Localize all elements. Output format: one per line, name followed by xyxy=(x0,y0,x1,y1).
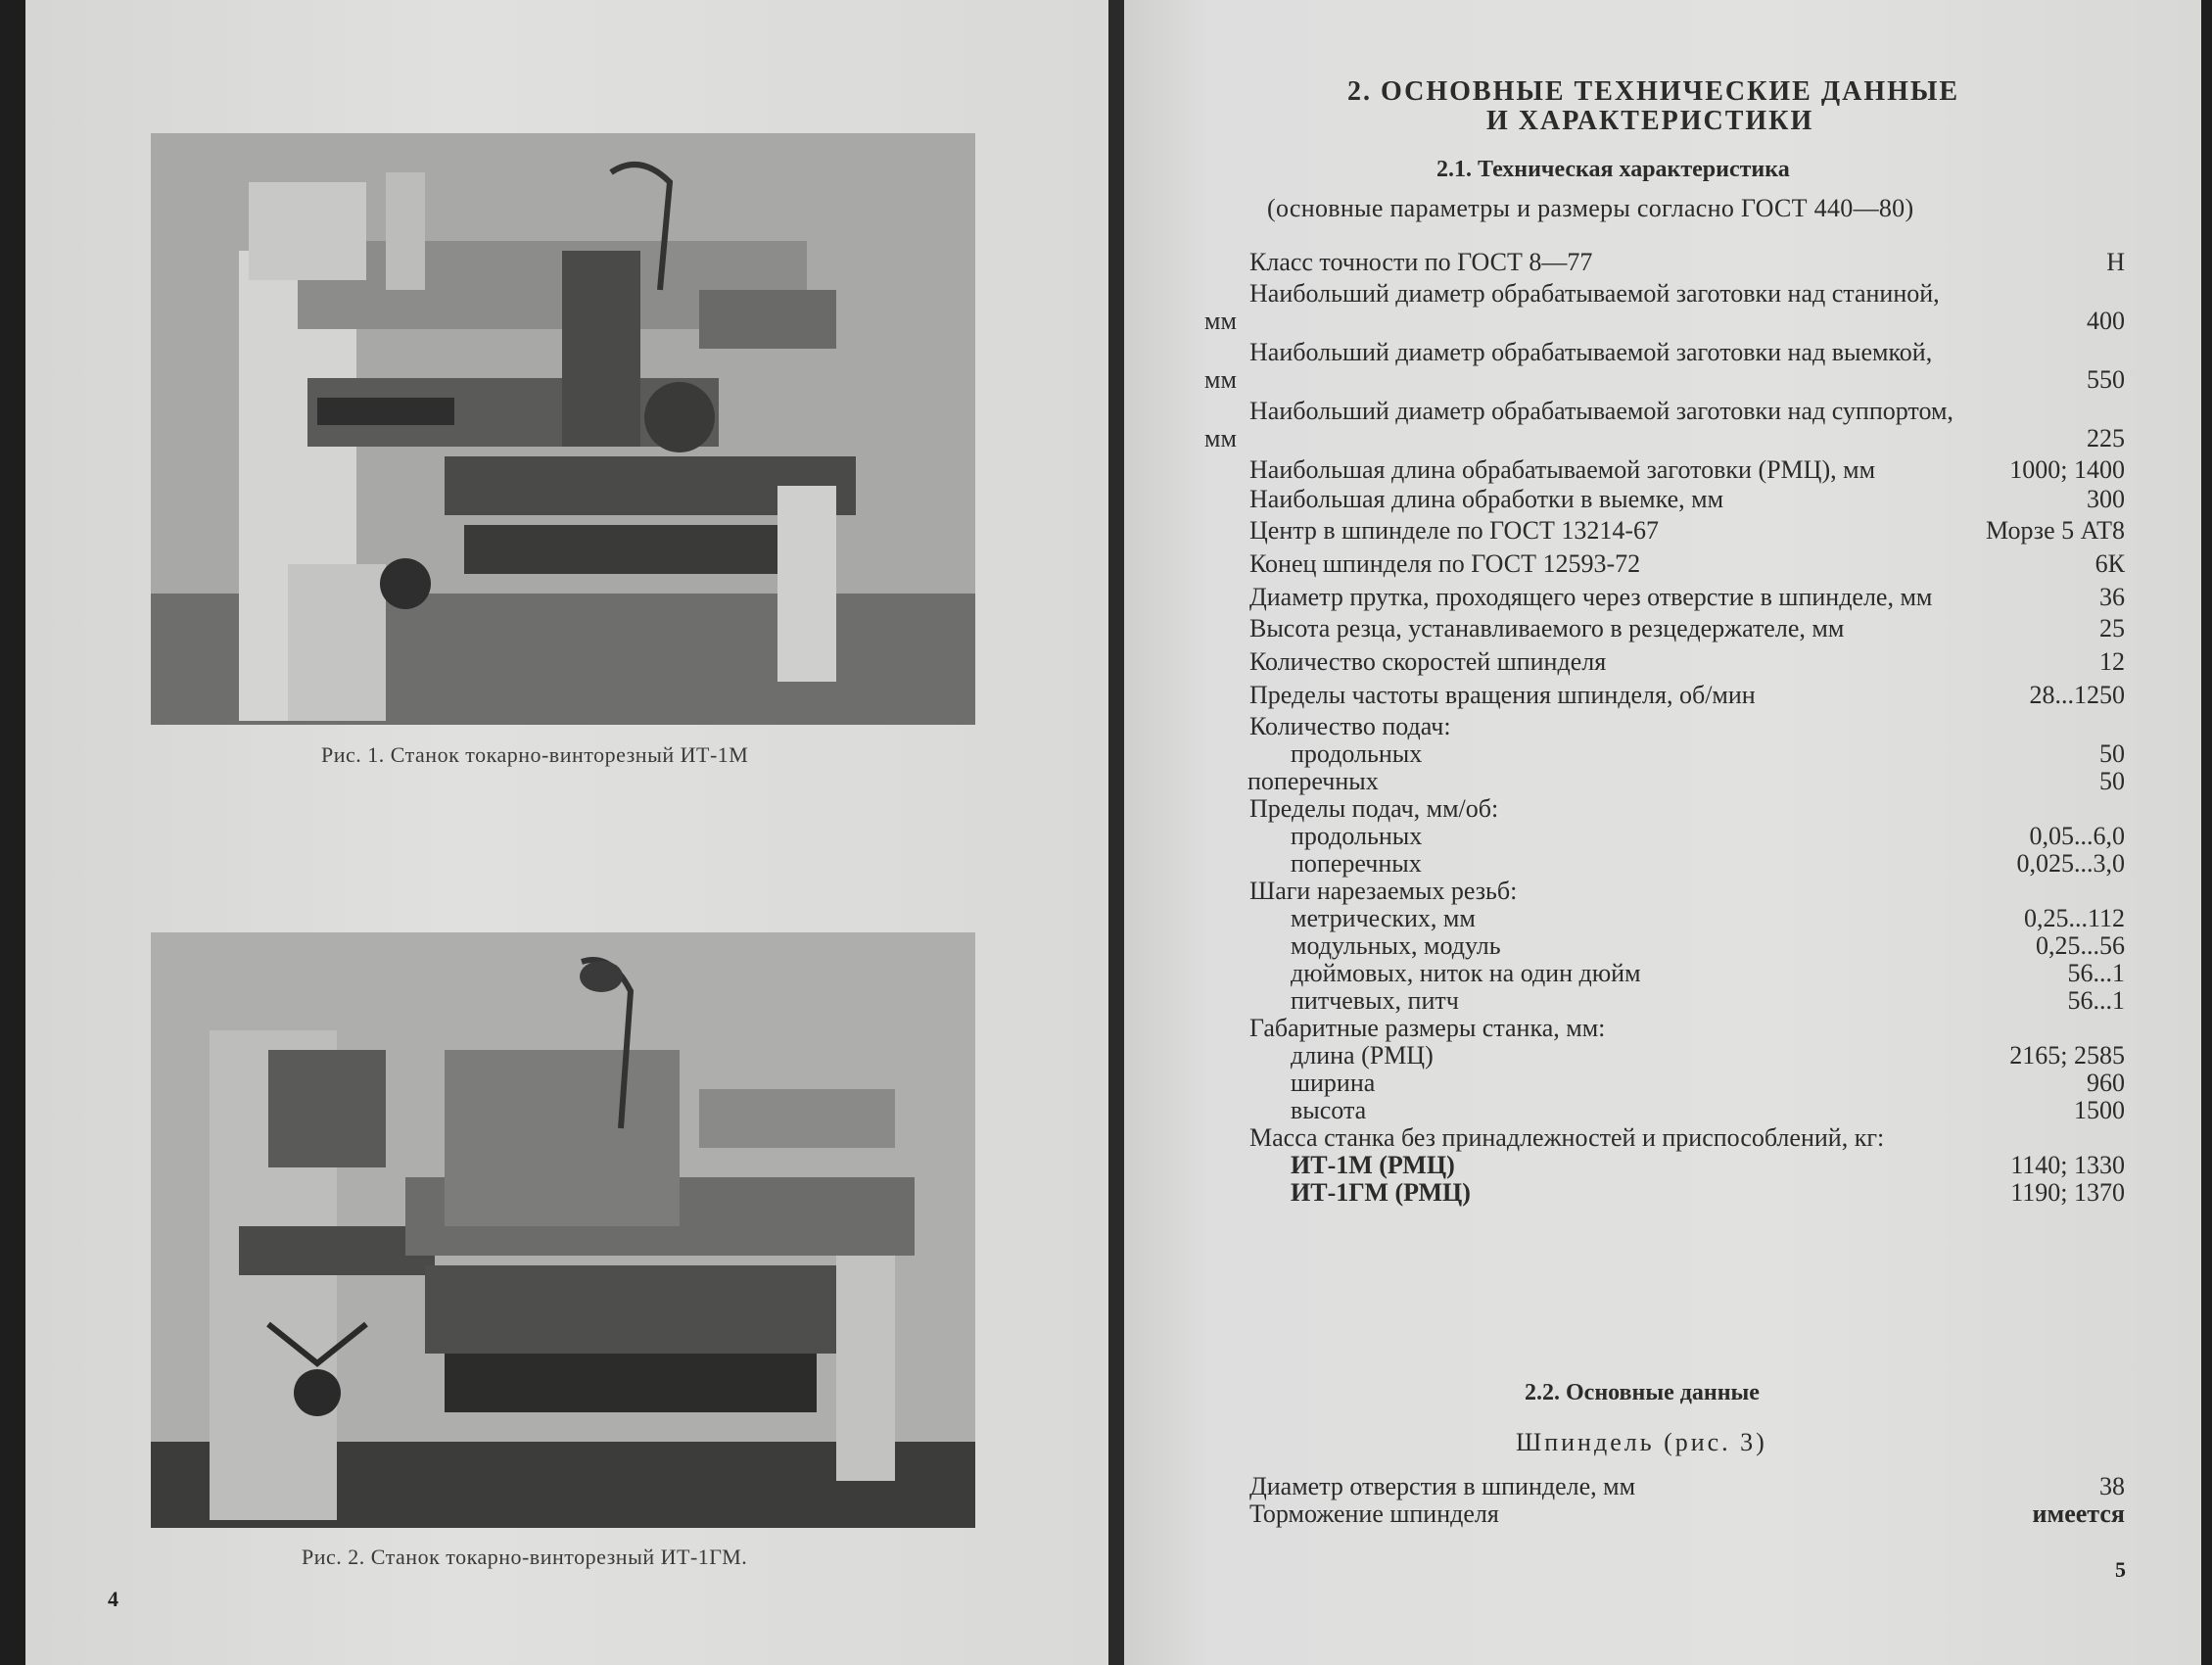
chapter-heading-line2: И ХАРАКТЕРИСТИКИ xyxy=(1486,106,1814,136)
spec-label: Масса станка без принадлежностей и приспособлений, кг: xyxy=(1249,1123,1885,1152)
spec-label: ширина xyxy=(1291,1069,1376,1097)
spec-value: 1140; 1330 xyxy=(2010,1151,2125,1179)
spec-value: 38 xyxy=(2099,1472,2125,1500)
spec-label: модульных, модуль xyxy=(1291,931,1501,960)
spec-row xyxy=(1204,280,2125,335)
spec-label: Наибольшая длина обработки в выемке, мм xyxy=(1249,485,1724,513)
spec-label: Пределы подач, мм/об: xyxy=(1249,794,1499,823)
spec-value: 25 xyxy=(2099,614,2125,642)
spec-row xyxy=(1204,648,2125,676)
spec-row xyxy=(1204,850,2125,878)
spec-label: Количество подач: xyxy=(1249,712,1451,740)
spec-row xyxy=(1204,550,2125,578)
spec-value: 50 xyxy=(2099,739,2125,768)
spec-row xyxy=(1204,456,2125,484)
spec-label: дюймовых, ниток на один дюйм xyxy=(1291,959,1641,987)
spec-row xyxy=(1204,682,2125,709)
spec-value: 225 xyxy=(2087,424,2125,452)
spec-label: продольных xyxy=(1291,739,1423,768)
figure1-caption: Рис. 1. Станок токарно-винторезный ИТ-1М xyxy=(321,742,749,767)
spec-value: 400 xyxy=(2087,307,2125,335)
spec-label: Класс точности по ГОСТ 8—77 xyxy=(1249,248,1593,276)
spec-label: Центр в шпинделе по ГОСТ 13214-67 xyxy=(1249,516,1660,545)
spec-label: поперечных xyxy=(1291,849,1422,878)
spec-row xyxy=(1204,517,2125,545)
spec-label: Количество скоростей шпинделя xyxy=(1249,647,1607,676)
spec-row xyxy=(1204,987,2125,1015)
spec-row xyxy=(1204,713,2125,740)
spec-label: Диаметр отверстия в шпинделе, мм xyxy=(1249,1472,1636,1500)
spec-row xyxy=(1204,1042,2125,1070)
spec-label: ИТ-1ГМ (РМЦ) xyxy=(1291,1178,1471,1207)
spec-label: Наибольший диаметр обрабатываемой заготовки над суппортом, мм xyxy=(1204,397,1953,452)
spec-value: 0,05...6,0 xyxy=(2029,822,2125,850)
spec-row xyxy=(1204,486,2125,513)
figure2-lathe-photo xyxy=(151,932,975,1528)
spec-value: 1000; 1400 xyxy=(2009,455,2125,484)
spec-row xyxy=(1204,1473,2125,1500)
spec-label: Шаги нарезаемых резьб: xyxy=(1249,877,1518,905)
spec-label: Конец шпинделя по ГОСТ 12593-72 xyxy=(1249,549,1641,578)
spec-value: 28...1250 xyxy=(2029,681,2125,709)
spec-label: длина (РМЦ) xyxy=(1291,1041,1434,1070)
spec-row xyxy=(1204,960,2125,987)
spec-value: 300 xyxy=(2087,485,2125,513)
spec-value: 550 xyxy=(2087,365,2125,394)
spec-label: Наибольшая длина обрабатываемой заготовки (РМЦ), мм xyxy=(1249,455,1876,484)
spec-row xyxy=(1204,1097,2125,1124)
section-2-1-note: (основные параметры и размеры согласно ГОСТ 440—80) xyxy=(1267,194,1914,222)
spec-row xyxy=(1204,249,2125,276)
book-gutter xyxy=(1108,0,1124,1665)
spec-row xyxy=(1204,795,2125,823)
spec-label: Высота резца, устанавливаемого в резцедержателе, мм xyxy=(1249,614,1845,642)
spec-value: 2165; 2585 xyxy=(2009,1041,2125,1070)
spec-value: 50 xyxy=(2099,767,2125,795)
spec-row xyxy=(1204,584,2125,611)
spec-label: ИТ-1М (РМЦ) xyxy=(1291,1151,1455,1179)
spec-value: 12 xyxy=(2099,647,2125,676)
spec-row xyxy=(1204,339,2125,394)
spec-row xyxy=(1204,740,2125,768)
spec-row xyxy=(1204,905,2125,932)
spec-label: поперечных xyxy=(1247,767,1379,795)
spec-label: Габаритные размеры станка, мм: xyxy=(1249,1014,1606,1042)
figure1-lathe-photo xyxy=(151,133,975,725)
spec-row xyxy=(1204,1124,2125,1152)
spec-value: Н xyxy=(2106,248,2125,276)
spec-value: 1190; 1370 xyxy=(2010,1178,2125,1207)
spec-row xyxy=(1204,1500,2125,1528)
figure2-caption: Рис. 2. Станок токарно-винторезный ИТ-1ГМ. xyxy=(302,1545,748,1569)
spec-label: продольных xyxy=(1291,822,1423,850)
spec-value: 56...1 xyxy=(2067,986,2125,1015)
spec-row xyxy=(1204,1152,2125,1179)
spec-value: 1500 xyxy=(2074,1096,2125,1124)
spec-value: 0,25...56 xyxy=(2036,931,2125,960)
right-page-number: 5 xyxy=(2115,1557,2126,1582)
spec-label: Пределы частоты вращения шпинделя, об/мин xyxy=(1249,681,1756,709)
spec-value: 56...1 xyxy=(2067,959,2125,987)
spec-row xyxy=(1204,768,2125,795)
left-page-number: 4 xyxy=(108,1587,118,1611)
spec-row xyxy=(1204,932,2125,960)
spec-row xyxy=(1204,878,2125,905)
spindle-heading: Шпиндель (рис. 3) xyxy=(1516,1428,1767,1456)
section-2-1-heading: 2.1. Техническая характеристика xyxy=(1436,157,1790,182)
spec-row xyxy=(1204,1070,2125,1097)
spec-label: Торможение шпинделя xyxy=(1249,1499,1499,1528)
spec-label: питчевых, питч xyxy=(1291,986,1459,1015)
spec-label: метрических, мм xyxy=(1291,904,1476,932)
technical-specs-list xyxy=(1204,249,2125,1207)
spec-row xyxy=(1204,823,2125,850)
spec-label: Наибольший диаметр обрабатываемой заготовки над выемкой, мм xyxy=(1204,338,1933,394)
spec-value: Морзе 5 АТ8 xyxy=(1986,516,2125,545)
section-2-2-heading: 2.2. Основные данные xyxy=(1525,1380,1760,1405)
spec-label: Диаметр прутка, проходящего через отверстие в шпинделе, мм xyxy=(1249,583,1933,611)
spec-value: 6К xyxy=(2094,549,2125,578)
spec-value: 0,025...3,0 xyxy=(2016,849,2125,878)
spec-row xyxy=(1204,1179,2125,1207)
spec-value: 960 xyxy=(2087,1069,2125,1097)
spec-row xyxy=(1204,615,2125,642)
spec-value: имеется xyxy=(2032,1499,2125,1528)
spec-row xyxy=(1204,1015,2125,1042)
spindle-specs-list xyxy=(1204,1473,2125,1528)
spec-row xyxy=(1204,398,2125,452)
chapter-heading-line1: 2. ОСНОВНЫЕ ТЕХНИЧЕСКИЕ ДАННЫЕ xyxy=(1347,76,1960,107)
spec-value: 36 xyxy=(2099,583,2125,611)
spec-label: высота xyxy=(1291,1096,1367,1124)
spec-label: Наибольший диаметр обрабатываемой заготовки над станиной, мм xyxy=(1204,279,1940,335)
spec-value: 0,25...112 xyxy=(2023,904,2125,932)
